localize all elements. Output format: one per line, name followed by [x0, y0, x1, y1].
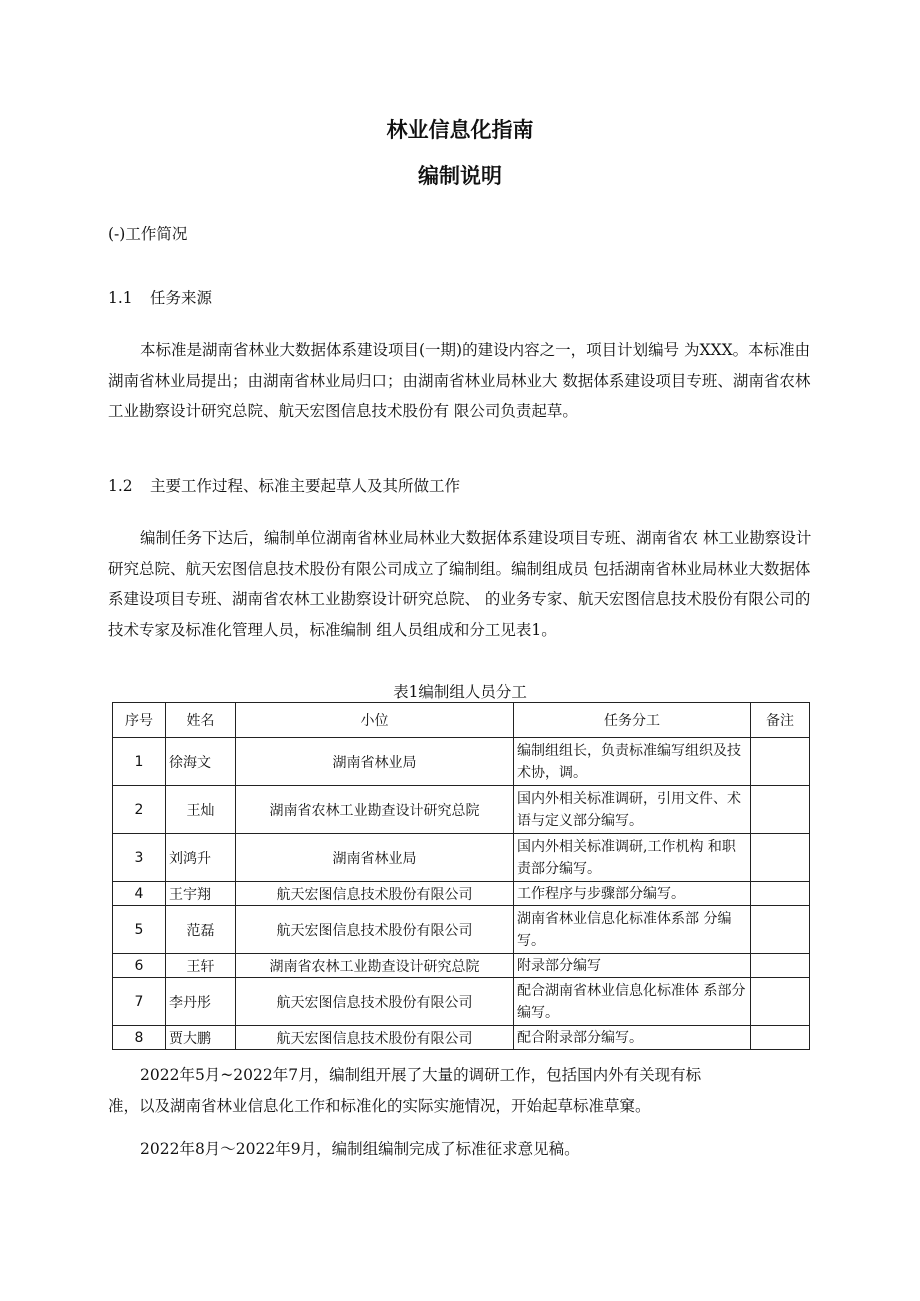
cell-task: 编制组组长，负责标准编写组织及技术协，调。 — [514, 738, 751, 786]
cell-unit: 航天宏图信息技术股份有限公司 — [236, 1026, 514, 1050]
cell-task: 国内外相关标准调研，引用文件、术语与定义部分编写。 — [514, 786, 751, 834]
cell-note — [751, 978, 810, 1026]
subsection-heading-1-2 — [108, 474, 460, 496]
cell-unit: 湖南省林业局 — [236, 834, 514, 882]
paragraph-research — [108, 1060, 728, 1121]
paragraph-text: 本标准是湖南省林业大数据体系建设项目(一期)的建设内容之一，项目计划编号 为XXX。本标准由湖南省林业局提出；由湖南省林业局归口；由湖南省林业局林业大 数据体系建设项目专班、湖南省农林工业勘察设计研究总院、航天宏图信息技术股份有 限公司负责起草。 — [108, 341, 811, 420]
subsection-number: 1.1 — [108, 289, 133, 307]
cell-no: 6 — [113, 954, 166, 978]
cell-unit: 航天宏图信息技术股份有限公司 — [236, 882, 514, 906]
table-row — [113, 786, 810, 834]
subsection-number: 1.2 — [108, 477, 133, 495]
cell-name: 王宇翔 — [166, 882, 236, 906]
subsection-title: 任务来源 — [150, 289, 213, 307]
cell-unit: 航天宏图信息技术股份有限公司 — [236, 906, 514, 954]
cell-task: 配合附录部分编写。 — [514, 1026, 751, 1050]
cell-note — [751, 1026, 810, 1050]
cell-name: 徐海文 — [166, 738, 236, 786]
document-title: 林业信息化指南 — [386, 118, 534, 142]
cell-no: 4 — [113, 882, 166, 906]
cell-task: 湖南省林业信息化标准体系部 分编写。 — [514, 906, 751, 954]
paragraph-task-source — [108, 335, 820, 427]
subsection-heading-1-1 — [108, 286, 212, 308]
header-cell: 小位 — [236, 703, 514, 738]
paragraph-draft — [108, 1134, 820, 1165]
cell-note — [751, 882, 810, 906]
cell-name: 范磊 — [166, 906, 236, 954]
cell-name: 王轩 — [166, 954, 236, 978]
cell-no: 8 — [113, 1026, 166, 1050]
table-header-row — [113, 703, 810, 738]
cell-note — [751, 906, 810, 954]
cell-task: 国内外相关标准调研,工作机构 和职责部分编写。 — [514, 834, 751, 882]
cell-name: 李丹彤 — [166, 978, 236, 1026]
cell-unit: 湖南省农林工业勘查设计研究总院 — [236, 954, 514, 978]
document-subtitle: 编制说明 — [418, 164, 502, 188]
table-row — [113, 978, 810, 1026]
table-row — [113, 1026, 810, 1050]
cell-no: 7 — [113, 978, 166, 1026]
header-cell: 备注 — [751, 703, 810, 738]
cell-unit: 湖南省林业局 — [236, 738, 514, 786]
cell-unit: 航天宏图信息技术股份有限公司 — [236, 978, 514, 1026]
table-row — [113, 738, 810, 786]
header-cell: 任务分工 — [514, 703, 751, 738]
table-row — [113, 954, 810, 978]
cell-note — [751, 738, 810, 786]
cell-unit: 湖南省农林工业勘查设计研究总院 — [236, 786, 514, 834]
paragraph-text: 2022年5月~2022年7月，编制组开展了大量的调研工作，包括国内外有关现有标准，以及湖南省林业信息化工作和标准化的实际实施情况，开始起草标准草窠。 — [108, 1066, 702, 1115]
table-row — [113, 834, 810, 882]
cell-note — [751, 786, 810, 834]
table-row — [113, 906, 810, 954]
cell-no: 2 — [113, 786, 166, 834]
cell-no: 3 — [113, 834, 166, 882]
cell-note — [751, 954, 810, 978]
subsection-title: 主要工作过程、标准主要起草人及其所做工作 — [150, 477, 461, 495]
section-heading: (-)工作简况 — [108, 225, 188, 243]
paragraph-text: 2022年8月～2022年9月，编制组编制完成了标准征求意见稿。 — [140, 1140, 580, 1158]
cell-no: 1 — [113, 738, 166, 786]
cell-task: 附录部分编写 — [514, 954, 751, 978]
cell-name: 刘鸿升 — [166, 834, 236, 882]
cell-task: 工作程序与步骤部分编写。 — [514, 882, 751, 906]
staff-table — [112, 702, 810, 1050]
paragraph-work-process — [108, 523, 820, 645]
table-caption: 表1编制组人员分工 — [393, 683, 527, 701]
cell-task: 配合湖南省林业信息化标准体 系部分编写。 — [514, 978, 751, 1026]
cell-name: 贾大鹏 — [166, 1026, 236, 1050]
header-cell: 序号 — [113, 703, 166, 738]
table-row — [113, 882, 810, 906]
cell-name: 王灿 — [166, 786, 236, 834]
cell-note — [751, 834, 810, 882]
paragraph-text: 编制任务下达后，编制单位湖南省林业局林业大数据体系建设项目专班、湖南省农 林工业勘察设计研究总院、航天宏图信息技术股份有限公司成立了编制组。编制组成员 包括湖南省林业局林业大数据体系建设项目专班、湖南省农林工业勘察设计研究总院、 的业务专家、航天宏图信息技术股份有限公司的技术专家及标准化管理人员，标准编制 组人员组成和分工见表1。 — [108, 529, 812, 639]
cell-no: 5 — [113, 906, 166, 954]
header-cell: 姓名 — [166, 703, 236, 738]
